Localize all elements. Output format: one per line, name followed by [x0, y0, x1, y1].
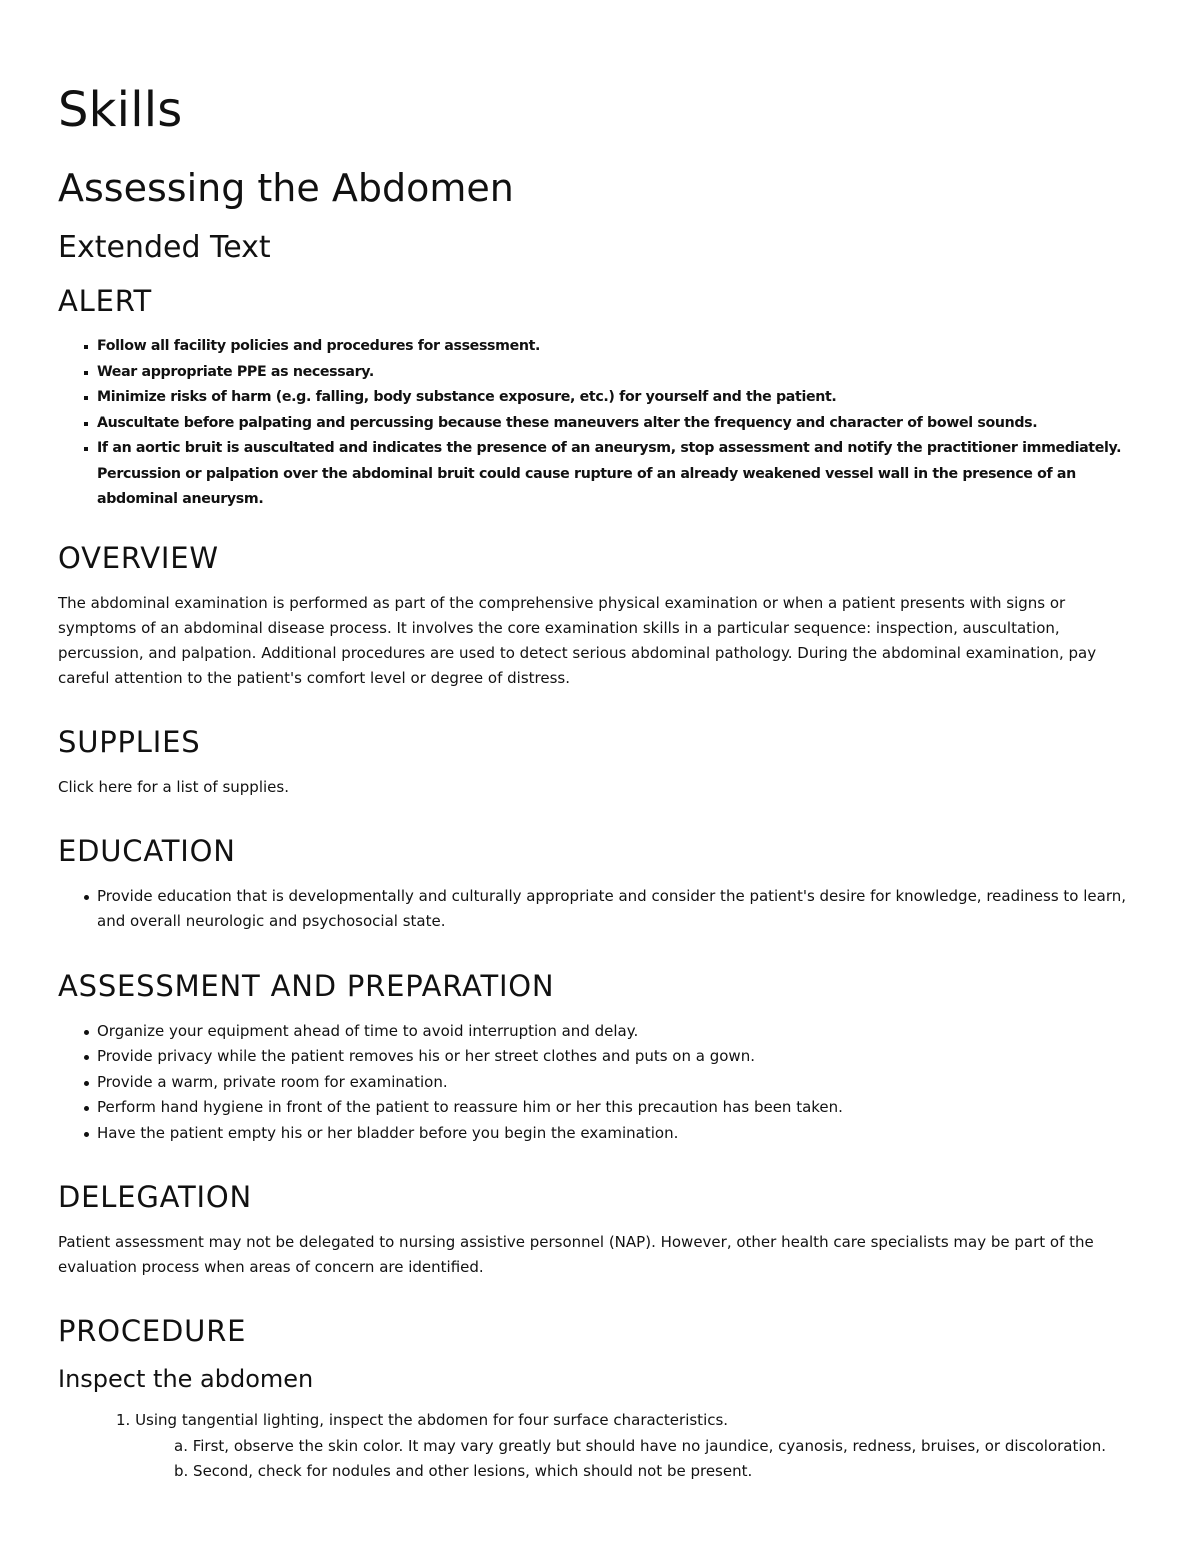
education-list: [58, 884, 1142, 935]
education-section: [58, 834, 1142, 935]
supplies-heading: SUPPLIES: [58, 724, 201, 759]
procedure-section: [58, 1314, 1142, 1485]
procedure-substep: b. Second, check for nodules and other lesions, which should not be present.: [174, 1462, 753, 1480]
delegation-heading: DELEGATION: [58, 1180, 252, 1214]
supplies-section: [58, 725, 1142, 800]
assessment-section: [58, 969, 1142, 1147]
procedure-step-text: 1. Using tangential lighting, inspect the abdomen for four surface characteristics.: [116, 1411, 729, 1429]
skill-title: Assessing the Abdomen: [58, 166, 514, 210]
education-item: Provide education that is developmentally and culturally appropriate and consider the patient's desire for knowledge, readiness to learn, and overall neurologic and psychosocial state.: [80, 884, 1142, 935]
procedure-subheading: Inspect the abdomen: [58, 1365, 314, 1393]
procedure-steps: [58, 1408, 1142, 1485]
alert-item: Wear appropriate PPE as necessary.: [80, 360, 1142, 386]
delegation-text: Patient assessment may not be delegated to nursing assistive personnel (NAP). However, other health care specialists may be part of the evaluation process when areas of concern are identified.: [58, 1233, 1094, 1276]
assessment-item: Provide a warm, private room for examination.: [80, 1070, 1142, 1096]
procedure-substeps: [116, 1434, 1142, 1485]
procedure-step: [116, 1408, 1142, 1485]
extended-text-heading: Extended Text: [58, 230, 271, 265]
assessment-item: Organize your equipment ahead of time to avoid interruption and delay.: [80, 1019, 1142, 1045]
alert-list: [58, 334, 1142, 513]
alert-section: [58, 284, 1142, 513]
overview-heading: OVERVIEW: [58, 540, 219, 575]
alert-item: If an aortic bruit is auscultated and indicates the presence of an aneurysm, stop assessment and notify the practitioner immediately. Percussion or palpation over the abdominal bruit could cause rupture of an already weakened vessel wall in the presence of an abdominal aneurysm.: [80, 436, 1142, 513]
assessment-item: Perform hand hygiene in front of the patient to reassure him or her this precaution has been taken.: [80, 1095, 1142, 1121]
alert-item: Auscultate before palpating and percussing because these maneuvers alter the frequency and character of bowel sounds.: [80, 411, 1142, 437]
page-title: Skills: [58, 82, 183, 138]
assessment-list: [58, 1019, 1142, 1147]
procedure-substep: a. First, observe the skin color. It may vary greatly but should have no jaundice, cyanosis, redness, bruises, or discoloration.: [174, 1436, 1106, 1455]
assessment-item: Provide privacy while the patient removes his or her street clothes and puts on a gown.: [80, 1044, 1142, 1070]
overview-text: The abdominal examination is performed as part of the comprehensive physical examination or when a patient presents with signs or symptoms of an abdominal disease process. It involves the core examination skills in a particular sequence: inspection, auscultation, percussion, and palpation. Additional procedures are used to detect serious abdominal pathology. During the abdominal examination, pay careful attention to the patient's comfort level or degree of distress.: [58, 593, 1097, 687]
procedure-heading: PROCEDURE: [58, 1314, 247, 1348]
assessment-heading: ASSESSMENT AND PREPARATION: [58, 968, 555, 1003]
delegation-section: [58, 1180, 1142, 1280]
overview-section: [58, 541, 1142, 691]
education-heading: EDUCATION: [58, 833, 236, 868]
assessment-item: Have the patient empty his or her bladder before you begin the examination.: [80, 1121, 1142, 1147]
alert-item: Follow all facility policies and procedures for assessment.: [80, 334, 1142, 360]
supplies-link[interactable]: Click here for a list of supplies.: [58, 777, 289, 796]
alert-heading: ALERT: [58, 284, 153, 318]
alert-item: Minimize risks of harm (e.g. falling, body substance exposure, etc.) for yourself and the patient.: [80, 385, 1142, 411]
